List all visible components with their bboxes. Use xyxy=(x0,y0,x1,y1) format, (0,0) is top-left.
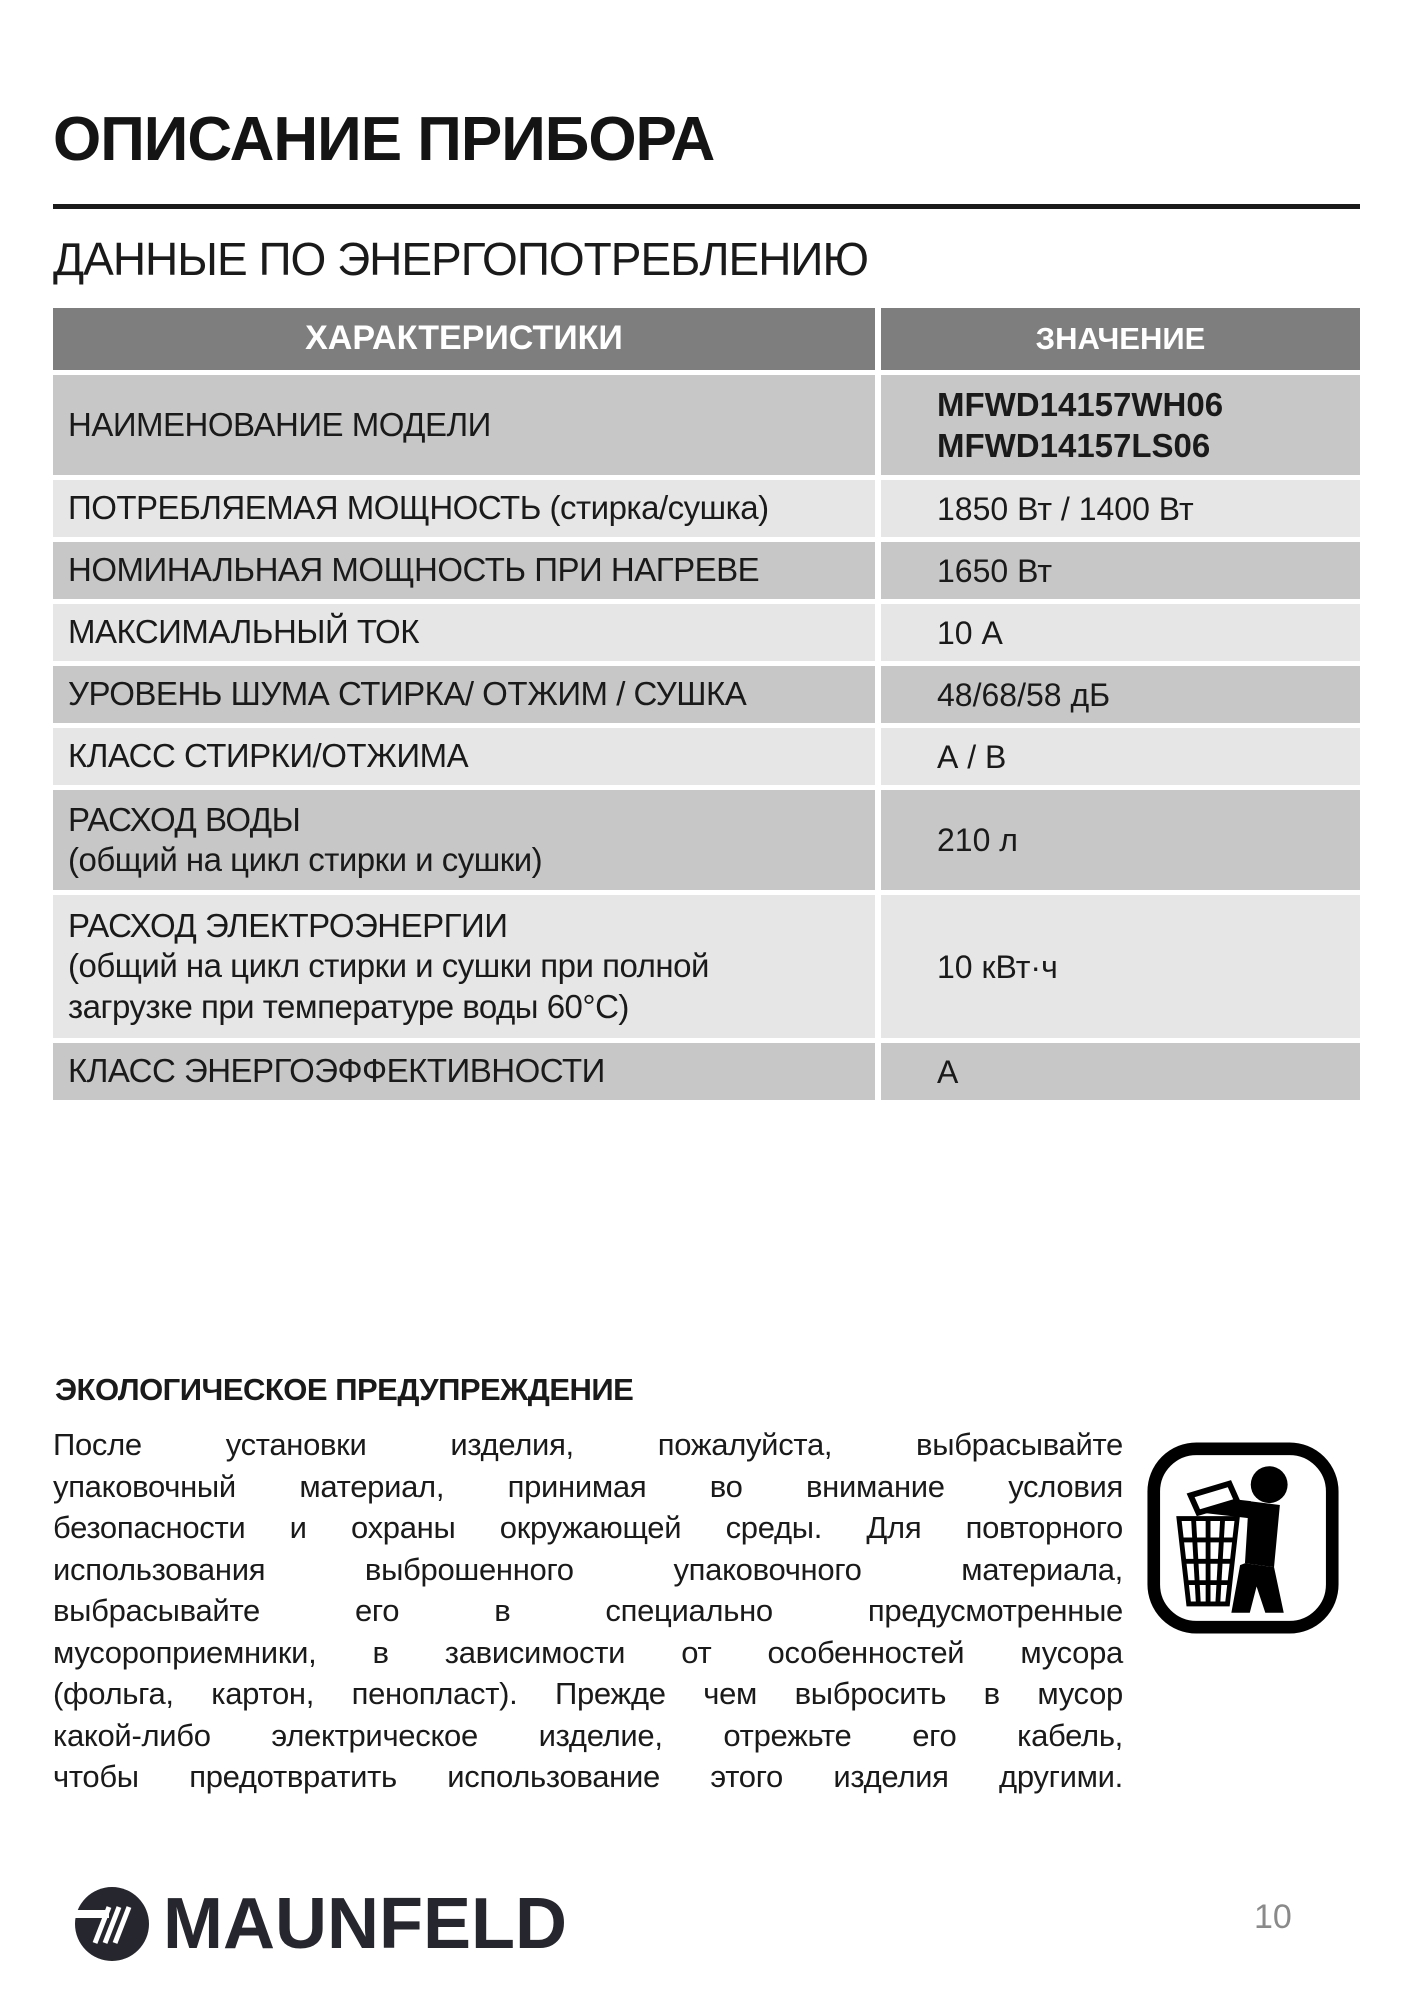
table-row-max-current xyxy=(53,604,1360,661)
row-value: 48/68/58 дБ xyxy=(881,666,1360,723)
row-value: 210 л xyxy=(881,790,1360,890)
row-value: 10 кВт·ч xyxy=(881,895,1360,1038)
table-row-noise-level xyxy=(53,666,1360,723)
row-value: 1650 Вт xyxy=(881,542,1360,599)
row-value: А xyxy=(881,1043,1360,1100)
row-label: РАСХОД ЭЛЕКТРОЭНЕРГИИ (общий на цикл стирки и сушки при полной загрузке при температуре воды 60°С) xyxy=(53,895,875,1038)
table-row-energy-consumption xyxy=(53,895,1360,1038)
table-row-model xyxy=(53,375,1360,475)
maunfeld-logo xyxy=(75,1886,567,1962)
row-label: КЛАСС СТИРКИ/ОТЖИМА xyxy=(53,728,875,785)
row-value: 10 А xyxy=(881,604,1360,661)
row-value: MFWD14157WH06 MFWD14157LS06 xyxy=(881,375,1360,475)
maunfeld-emblem-icon xyxy=(75,1887,149,1961)
row-label: НАИМЕНОВАНИЕ МОДЕЛИ xyxy=(53,375,875,475)
row-value: А / В xyxy=(881,728,1360,785)
section-subtitle: ДАННЫЕ ПО ЭНЕРГОПОТРЕБЛЕНИЮ xyxy=(53,233,868,285)
row-label: МАКСИМАЛЬНЫЙ ТОК xyxy=(53,604,875,661)
column-header-value: ЗНАЧЕНИЕ xyxy=(881,308,1360,370)
table-row-power-consumption xyxy=(53,480,1360,537)
column-header-characteristics: ХАРАКТЕРИСТИКИ xyxy=(53,308,875,370)
brand-name: MAUNFELD xyxy=(163,1884,567,1964)
energy-spec-table xyxy=(53,308,1360,1100)
tidyman-disposal-icon xyxy=(1146,1438,1340,1638)
table-row-nominal-power xyxy=(53,542,1360,599)
row-value: 1850 Вт / 1400 Вт xyxy=(881,480,1360,537)
table-header-row xyxy=(53,308,1360,370)
eco-warning-text: После установки изделия, пожалуйста, выбрасывайте упаковочный материал, принимая во внимание условия безопасности и охраны окружающей среды. Для повторного использования выброшенного упаковочного материала, выбрасывайте его в специально предусмотренные мусороприемники, в зависимости от особенностей мусора (фольга, картон, пенопласт). Прежде чем выбросить в мусор какой-либо электрическое изделие, отрежьте его кабель, чтобы предотвратить использование этого изделия другими. xyxy=(53,1427,1123,1794)
row-label: КЛАСС ЭНЕРГОЭФФЕКТИВНОСТИ xyxy=(53,1043,875,1100)
row-label: ПОТРЕБЛЯЕМАЯ МОЩНОСТЬ (стирка/сушка) xyxy=(53,480,875,537)
row-label: УРОВЕНЬ ШУМА СТИРКА/ ОТЖИМ / СУШКА xyxy=(53,666,875,723)
eco-warning-heading: ЭКОЛОГИЧЕСКОЕ ПРЕДУПРЕЖДЕНИЕ xyxy=(55,1372,634,1407)
page-number: 10 xyxy=(1254,1898,1292,1936)
table-row-energy-class xyxy=(53,1043,1360,1100)
title-divider xyxy=(53,204,1360,209)
table-row-water-consumption xyxy=(53,790,1360,890)
row-label: НОМИНАЛЬНАЯ МОЩНОСТЬ ПРИ НАГРЕВЕ xyxy=(53,542,875,599)
row-label: РАСХОД ВОДЫ (общий на цикл стирки и сушки) xyxy=(53,790,875,890)
page-title: ОПИСАНИЕ ПРИБОРА xyxy=(53,105,715,174)
table-row-wash-class xyxy=(53,728,1360,785)
